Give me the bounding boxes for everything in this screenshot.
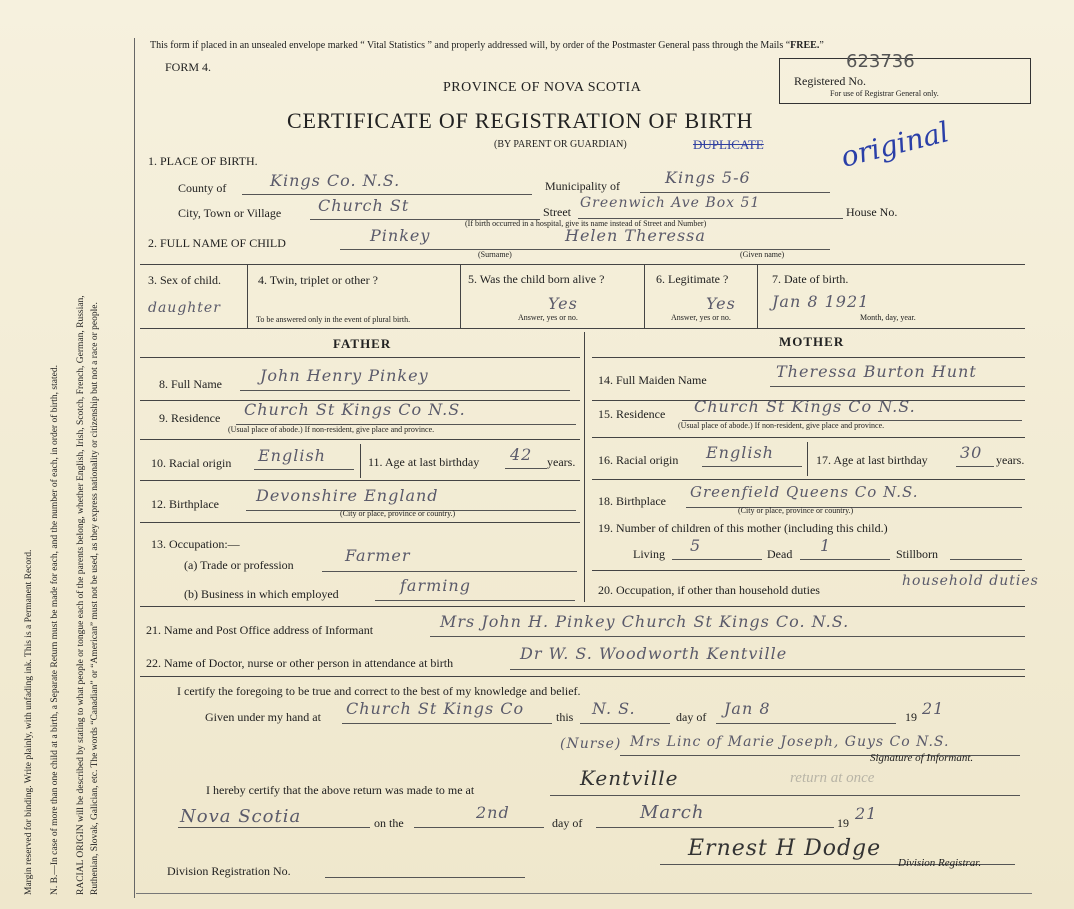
registered-no-note: For use of Registrar General only. (830, 89, 939, 98)
street-value: Greenwich Ave Box 51 (580, 195, 761, 211)
twin-note: To be answered only in the event of plural birth. (256, 315, 411, 324)
day-of-label: day of (676, 710, 707, 724)
mother-occupation-value: household duties (902, 573, 1039, 589)
return-label: I hereby certify that the above return was made to me at (206, 783, 475, 797)
on-the-label: on the (374, 816, 404, 830)
trade-value: Farmer (345, 546, 411, 565)
stillborn-label: Stillborn (896, 547, 939, 561)
day2-value: 2nd (476, 803, 510, 822)
street-label: Street (543, 205, 571, 219)
year-value: 21 (922, 699, 945, 718)
row3-top-border (140, 264, 1025, 265)
registered-no-label: Registered No. (794, 74, 866, 88)
year2-prefix: 19 (837, 816, 849, 830)
children-count-label: 19. Number of children of this mother (including this child.) (598, 521, 888, 535)
given-name-note: (Given name) (740, 250, 785, 259)
sex-value: daughter (148, 300, 221, 316)
day-of2-label: day of (552, 816, 583, 830)
alive-label: 5. Was the child born alive ? (468, 272, 605, 286)
legitimate-note: Answer, yes or no. (671, 313, 731, 322)
child-surname-value: Pinkey (370, 226, 431, 245)
father-residence-note: (Usual place of abode.) If non-resident, give place and province. (228, 425, 435, 434)
free-label: FREE. (790, 40, 820, 51)
living-value: 5 (690, 536, 702, 555)
margin-line-2: N. B.—In case of more than one child at a birth, a Separate Return must be made for each, and the number of each, in order of birth, stated. (50, 365, 60, 895)
place-section-label: 1. PLACE OF BIRTH. (148, 154, 258, 168)
given-under-label: Given under my hand at (205, 710, 321, 724)
parents-divider (584, 332, 585, 602)
mother-residence-label: 15. Residence (598, 407, 666, 421)
father-age-label: 11. Age at last birthday (368, 455, 480, 469)
municipality-label: Municipality of (545, 179, 620, 193)
mail-notice: This form if placed in an unsealed envelope marked “ Vital Statistics ” and properly addressed will, by order of the Postmaster General pass through the Mails “FREE.” (150, 40, 824, 51)
father-residence-value: Church St Kings Co N.S. (244, 400, 466, 419)
mother-name-value: Theressa Burton Hunt (776, 362, 977, 381)
registrar-signature: Ernest H Dodge (688, 836, 882, 861)
father-birthplace-value: Devonshire England (256, 486, 439, 505)
surname-note: (Surname) (478, 250, 512, 259)
sex-label: 3. Sex of child. (148, 273, 221, 287)
certificate-title: CERTIFICATE OF REGISTRATION OF BIRTH (287, 108, 754, 133)
year-prefix: 19 (905, 710, 917, 724)
mother-birthplace-note: (City or place, province or country.) (738, 506, 854, 515)
margin-line-4: Ruthenian, Slovak, Galician, etc. The words “Canadian” or “American” must not be used, as they express nationality or citizenship but not a race or people. (90, 302, 100, 895)
return-note: return at once (790, 770, 875, 786)
mother-birthplace-value: Greenfield Queens Co N.S. (690, 483, 919, 501)
mother-heading: MOTHER (779, 334, 845, 349)
doctor-label: 22. Name of Doctor, nurse or other person in attendance at birth (146, 656, 454, 670)
return-place-value: Kentville (580, 766, 679, 790)
signature-label: Signature of Informant. (870, 752, 974, 764)
mother-race-label: 16. Racial origin (598, 453, 679, 467)
dob-note: Month, day, year. (860, 313, 916, 322)
informant-signature: Mrs Linc of Marie Joseph, Guys Co N.S. (630, 734, 950, 750)
living-label: Living (633, 547, 665, 561)
doctor-value: Dr W. S. Woodworth Kentville (520, 644, 788, 663)
dead-value: 1 (820, 536, 832, 555)
dead-label: Dead (767, 547, 793, 561)
certify-statement: I certify the foregoing to be true and correct to the best of my knowledge and belief. (177, 684, 581, 698)
margin-notes (10, 40, 130, 900)
business-label: (b) Business in which employed (184, 587, 339, 601)
trade-label: (a) Trade or profession (184, 558, 294, 572)
duplicate-stamp: DUPLICATE (693, 137, 764, 152)
father-race-value: English (258, 446, 326, 465)
father-years-label: years. (547, 455, 576, 469)
margin-divider (134, 38, 135, 898)
given-place-value: Church St Kings Co (346, 699, 525, 718)
county-label: County of (178, 181, 227, 195)
mother-years-label: years. (996, 453, 1025, 467)
mother-residence-note: (Usual place of abode.) If non-resident, give place and province. (678, 421, 885, 430)
registered-no-box (779, 51, 1031, 104)
mother-name-label: 14. Full Maiden Name (598, 373, 707, 387)
city-value: Church St (318, 196, 410, 215)
alive-note: Answer, yes or no. (518, 313, 578, 322)
twin-label: 4. Twin, triplet or other ? (258, 273, 378, 287)
month-value: March (640, 802, 705, 823)
father-name-label: 8. Full Name (159, 377, 222, 391)
father-race-label: 10. Racial origin (151, 456, 232, 470)
margin-line-3: RACIAL ORIGIN will be described by stating to what people or tongue each of the parents belong, whether English, Irish, Scotch, French, German, Russian, (76, 295, 86, 895)
certificate-subtitle: (BY PARENT OR GUARDIAN) (494, 139, 627, 150)
margin-line-1: Margin reserved for binding. Write plainly, with unfading ink. This is a Permanent Record. (24, 549, 34, 895)
row3-bottom-border (140, 328, 1025, 329)
child-given-value: Helen Theressa (565, 226, 706, 245)
hospital-note: (If birth occurred in a hospital, give its name instead of Street and Number) (465, 219, 707, 228)
registered-no-value: 623736 (846, 51, 915, 72)
father-birthplace-note: (City or place, province or country.) (340, 509, 456, 518)
child-name-label: 2. FULL NAME OF CHILD (148, 236, 286, 250)
informant-label: 21. Name and Post Office address of Informant (146, 623, 374, 637)
mother-occupation-label: 20. Occupation, if other than household duties (598, 583, 820, 597)
municipality-value: Kings 5-6 (665, 168, 751, 187)
year2-value: 21 (855, 804, 878, 823)
dob-value: Jan 8 1921 (772, 292, 870, 311)
father-occupation-label: 13. Occupation:— (151, 537, 240, 551)
registrar-label: Division Registrar. (898, 857, 982, 869)
mother-race-value: English (706, 443, 774, 462)
father-name-value: John Henry Pinkey (260, 366, 429, 385)
this-value: N. S. (592, 699, 636, 718)
mother-age-label: 17. Age at last birthday (816, 453, 928, 467)
father-heading: FATHER (333, 336, 392, 351)
mother-birthplace-label: 18. Birthplace (598, 494, 666, 508)
province-heading: PROVINCE OF NOVA SCOTIA (443, 80, 642, 95)
county-value: Kings Co. N.S. (270, 171, 401, 190)
legitimate-label: 6. Legitimate ? (656, 272, 729, 286)
father-age-value: 42 (510, 445, 533, 464)
city-label: City, Town or Village (178, 206, 282, 220)
division-registration-label: Division Registration No. (167, 864, 291, 878)
form-number: FORM 4. (165, 60, 212, 74)
alive-value: Yes (548, 294, 578, 313)
mother-age-value: 30 (960, 443, 983, 462)
this-label: this (556, 710, 574, 724)
nurse-note: (Nurse) (560, 736, 622, 752)
father-residence-label: 9. Residence (159, 411, 221, 425)
dob-label: 7. Date of birth. (772, 272, 849, 286)
legitimate-value: Yes (706, 294, 736, 313)
business-value: farming (400, 576, 471, 595)
day-of-value: Jan 8 (724, 699, 771, 718)
house-no-label: House No. (846, 205, 898, 219)
informant-value: Mrs John H. Pinkey Church St Kings Co. N.S. (440, 612, 850, 631)
province-value: Nova Scotia (180, 806, 302, 827)
original-annotation: original (837, 115, 953, 174)
mother-residence-value: Church St Kings Co N.S. (694, 397, 916, 416)
father-birthplace-label: 12. Birthplace (151, 497, 219, 511)
